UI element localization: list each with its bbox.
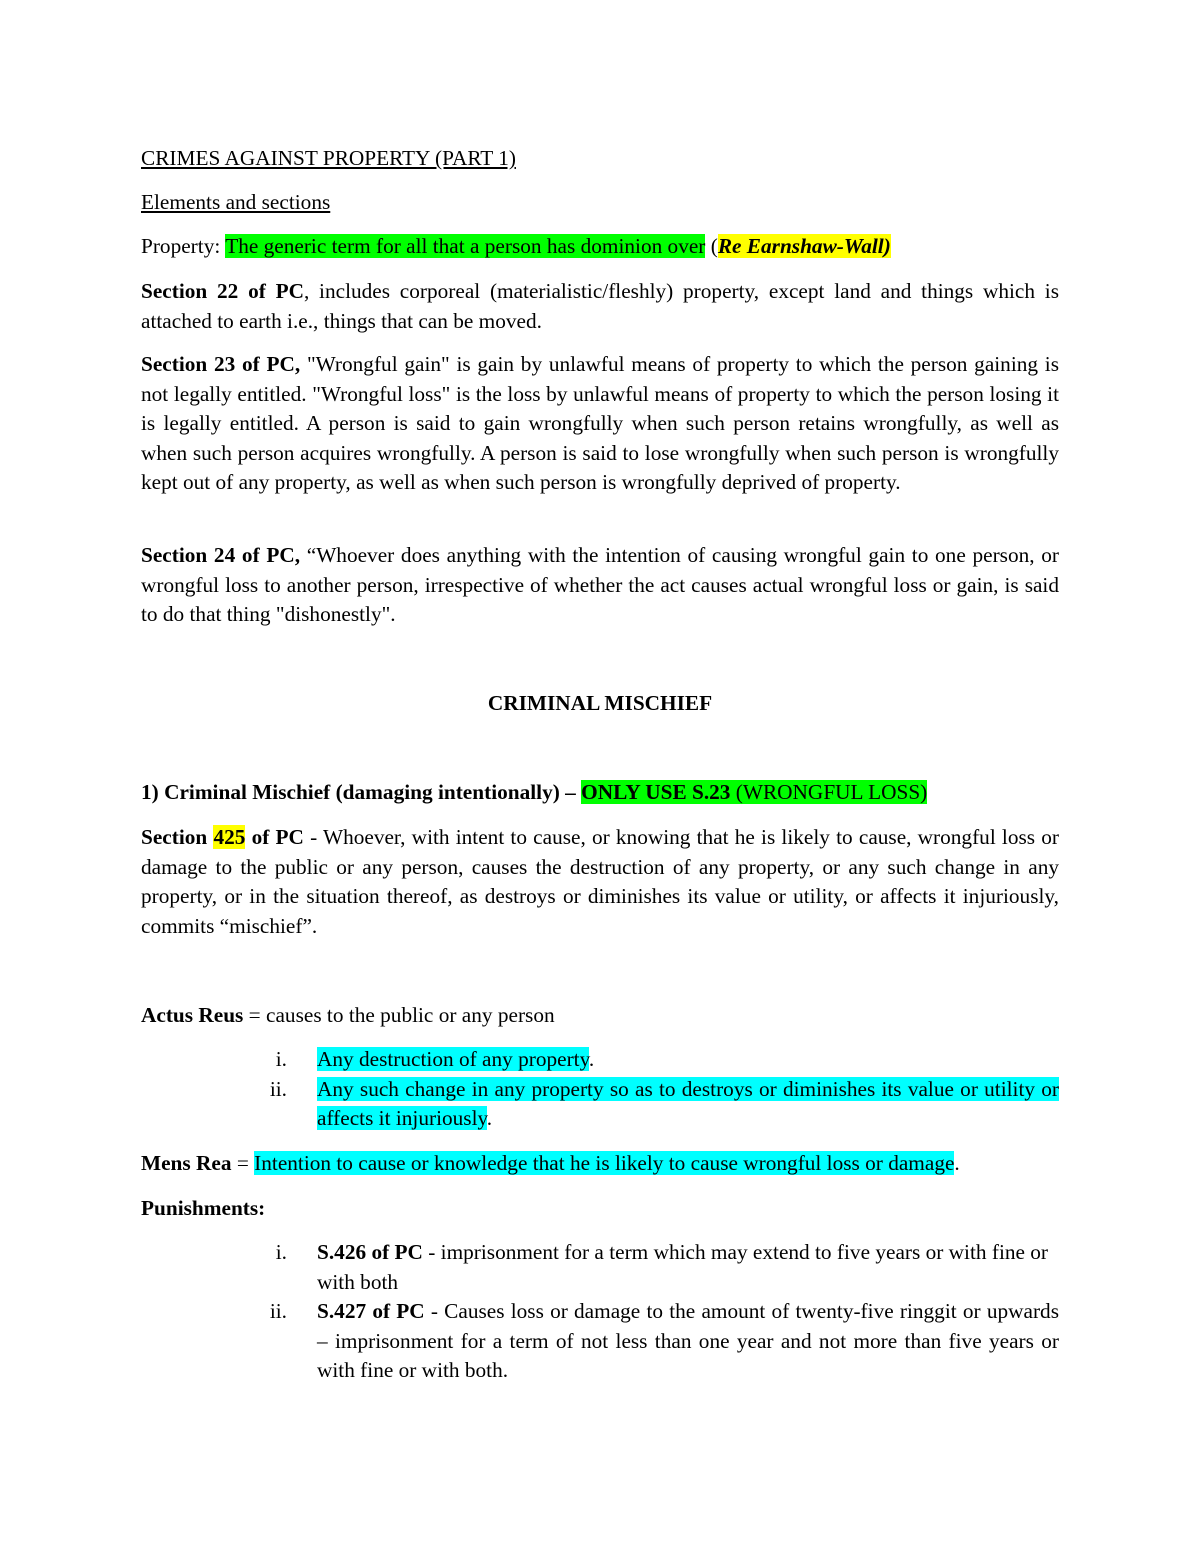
actus-reus-list [141,1045,1059,1134]
wrongful-loss-note: (WRONGFUL LOSS) [730,780,928,804]
criminal-mischief-subheading [141,778,927,808]
section-425-prefix: Section [141,825,214,849]
section-425-suffix: of PC [245,825,304,849]
section-22-text: , includes corporeal (materialistic/fleshly) property, except land and things which is attached to earth i.e., things that can be moved. [141,279,1059,333]
section-23-paragraph [141,350,1059,498]
punishment-text: - Causes loss or damage to the amount of twenty-five ringgit or upwards – imprisonment for a term of not less than one year and not more than five years or with fine or with both. [317,1299,1059,1382]
property-definition: The generic term for all that a person has dominion over [225,234,706,258]
section-425-text: - Whoever, with intent to cause, or knowing that he is likely to cause, wrongful loss or damage to the public or any person, causes the destruction of any property, or any such change in any property, or in the situation thereof, as destroys or diminishes its value or utility, or affects it injuriously, commits “mischief”. [141,825,1059,938]
list-item [141,1297,1059,1386]
list-item-text: Any such change in any property so as to destroys or diminishes its value or utility or affects it injuriously [317,1076,1059,1130]
list-item-text: Any destruction of any property [317,1047,589,1071]
cm1-label: 1) Criminal Mischief (damaging intentionally) – [141,780,582,804]
section-23-label: Section 23 of PC, [141,352,301,376]
punishments-heading: Punishments: [141,1196,266,1220]
section-425-number: 425 [213,825,246,849]
actus-reus-paragraph [141,1001,555,1031]
mens-rea-eq: = [231,1151,255,1175]
list-item-number: i. [275,1047,287,1071]
mens-rea-text: Intention to cause or knowledge that he is likely to cause wrongful loss or damage [254,1151,955,1175]
list-item-number: ii. [269,1076,287,1101]
list-item-number: i. [275,1240,287,1264]
section-24-text: “Whoever does anything with the intention of causing wrongful gain to one person, or wrongful loss to another person, irrespective of whether the act causes actual wrongful loss or gain, is said to do that thing "dishonestly". [141,543,1059,626]
property-paragraph [141,232,891,262]
section-22-paragraph [141,277,1059,336]
document-title: CRIMES AGAINST PROPERTY (PART 1) [141,146,516,170]
list-item [141,1045,1059,1075]
section-425-paragraph [141,823,1059,941]
section-22-label: Section 22 of PC [141,279,304,303]
mens-rea-label: Mens Rea [141,1151,232,1175]
punishments-list [141,1238,1059,1386]
actus-reus-label: Actus Reus [141,1003,244,1027]
list-item-number: ii. [269,1299,287,1323]
property-open-paren: ( [705,234,718,258]
mens-rea-paragraph [141,1149,960,1179]
list-item-tail: . [588,1047,595,1071]
punishment-text: - imprisonment for a term which may extend to five years or with fine or with both [317,1240,1049,1294]
property-case-citation: Re Earnshaw-Wall) [717,234,891,258]
property-label: Property: [141,234,226,258]
section-24-paragraph [141,541,1059,630]
section-subtitle: Elements and sections [141,190,331,214]
criminal-mischief-heading: CRIMINAL MISCHIEF [487,691,713,715]
mens-rea-tail: . [954,1151,960,1175]
section-23-text: "Wrongful gain" is gain by unlawful means of property to which the person gaining is not legally entitled. "Wrongful loss" is the loss by unlawful means of property to which the person losing it is legally entitled. A person is said to gain wrongfully when such person retains wrongfully, as well as when such person acquires wrongfully. A person is said to lose wrongfully when such person is wrongfully kept out of any property, as well as when such person is wrongfully deprived of property. [141,352,1059,494]
list-item [141,1075,1059,1134]
punishment-label: S.427 of PC [317,1299,425,1323]
section-24-label: Section 24 of PC, [141,543,301,567]
list-item [141,1238,1059,1297]
list-item-tail: . [486,1106,493,1130]
only-use-note: ONLY USE S.23 [581,780,731,804]
punishment-label: S.426 of PC [317,1240,423,1264]
actus-reus-text: = causes to the public or any person [243,1003,555,1027]
